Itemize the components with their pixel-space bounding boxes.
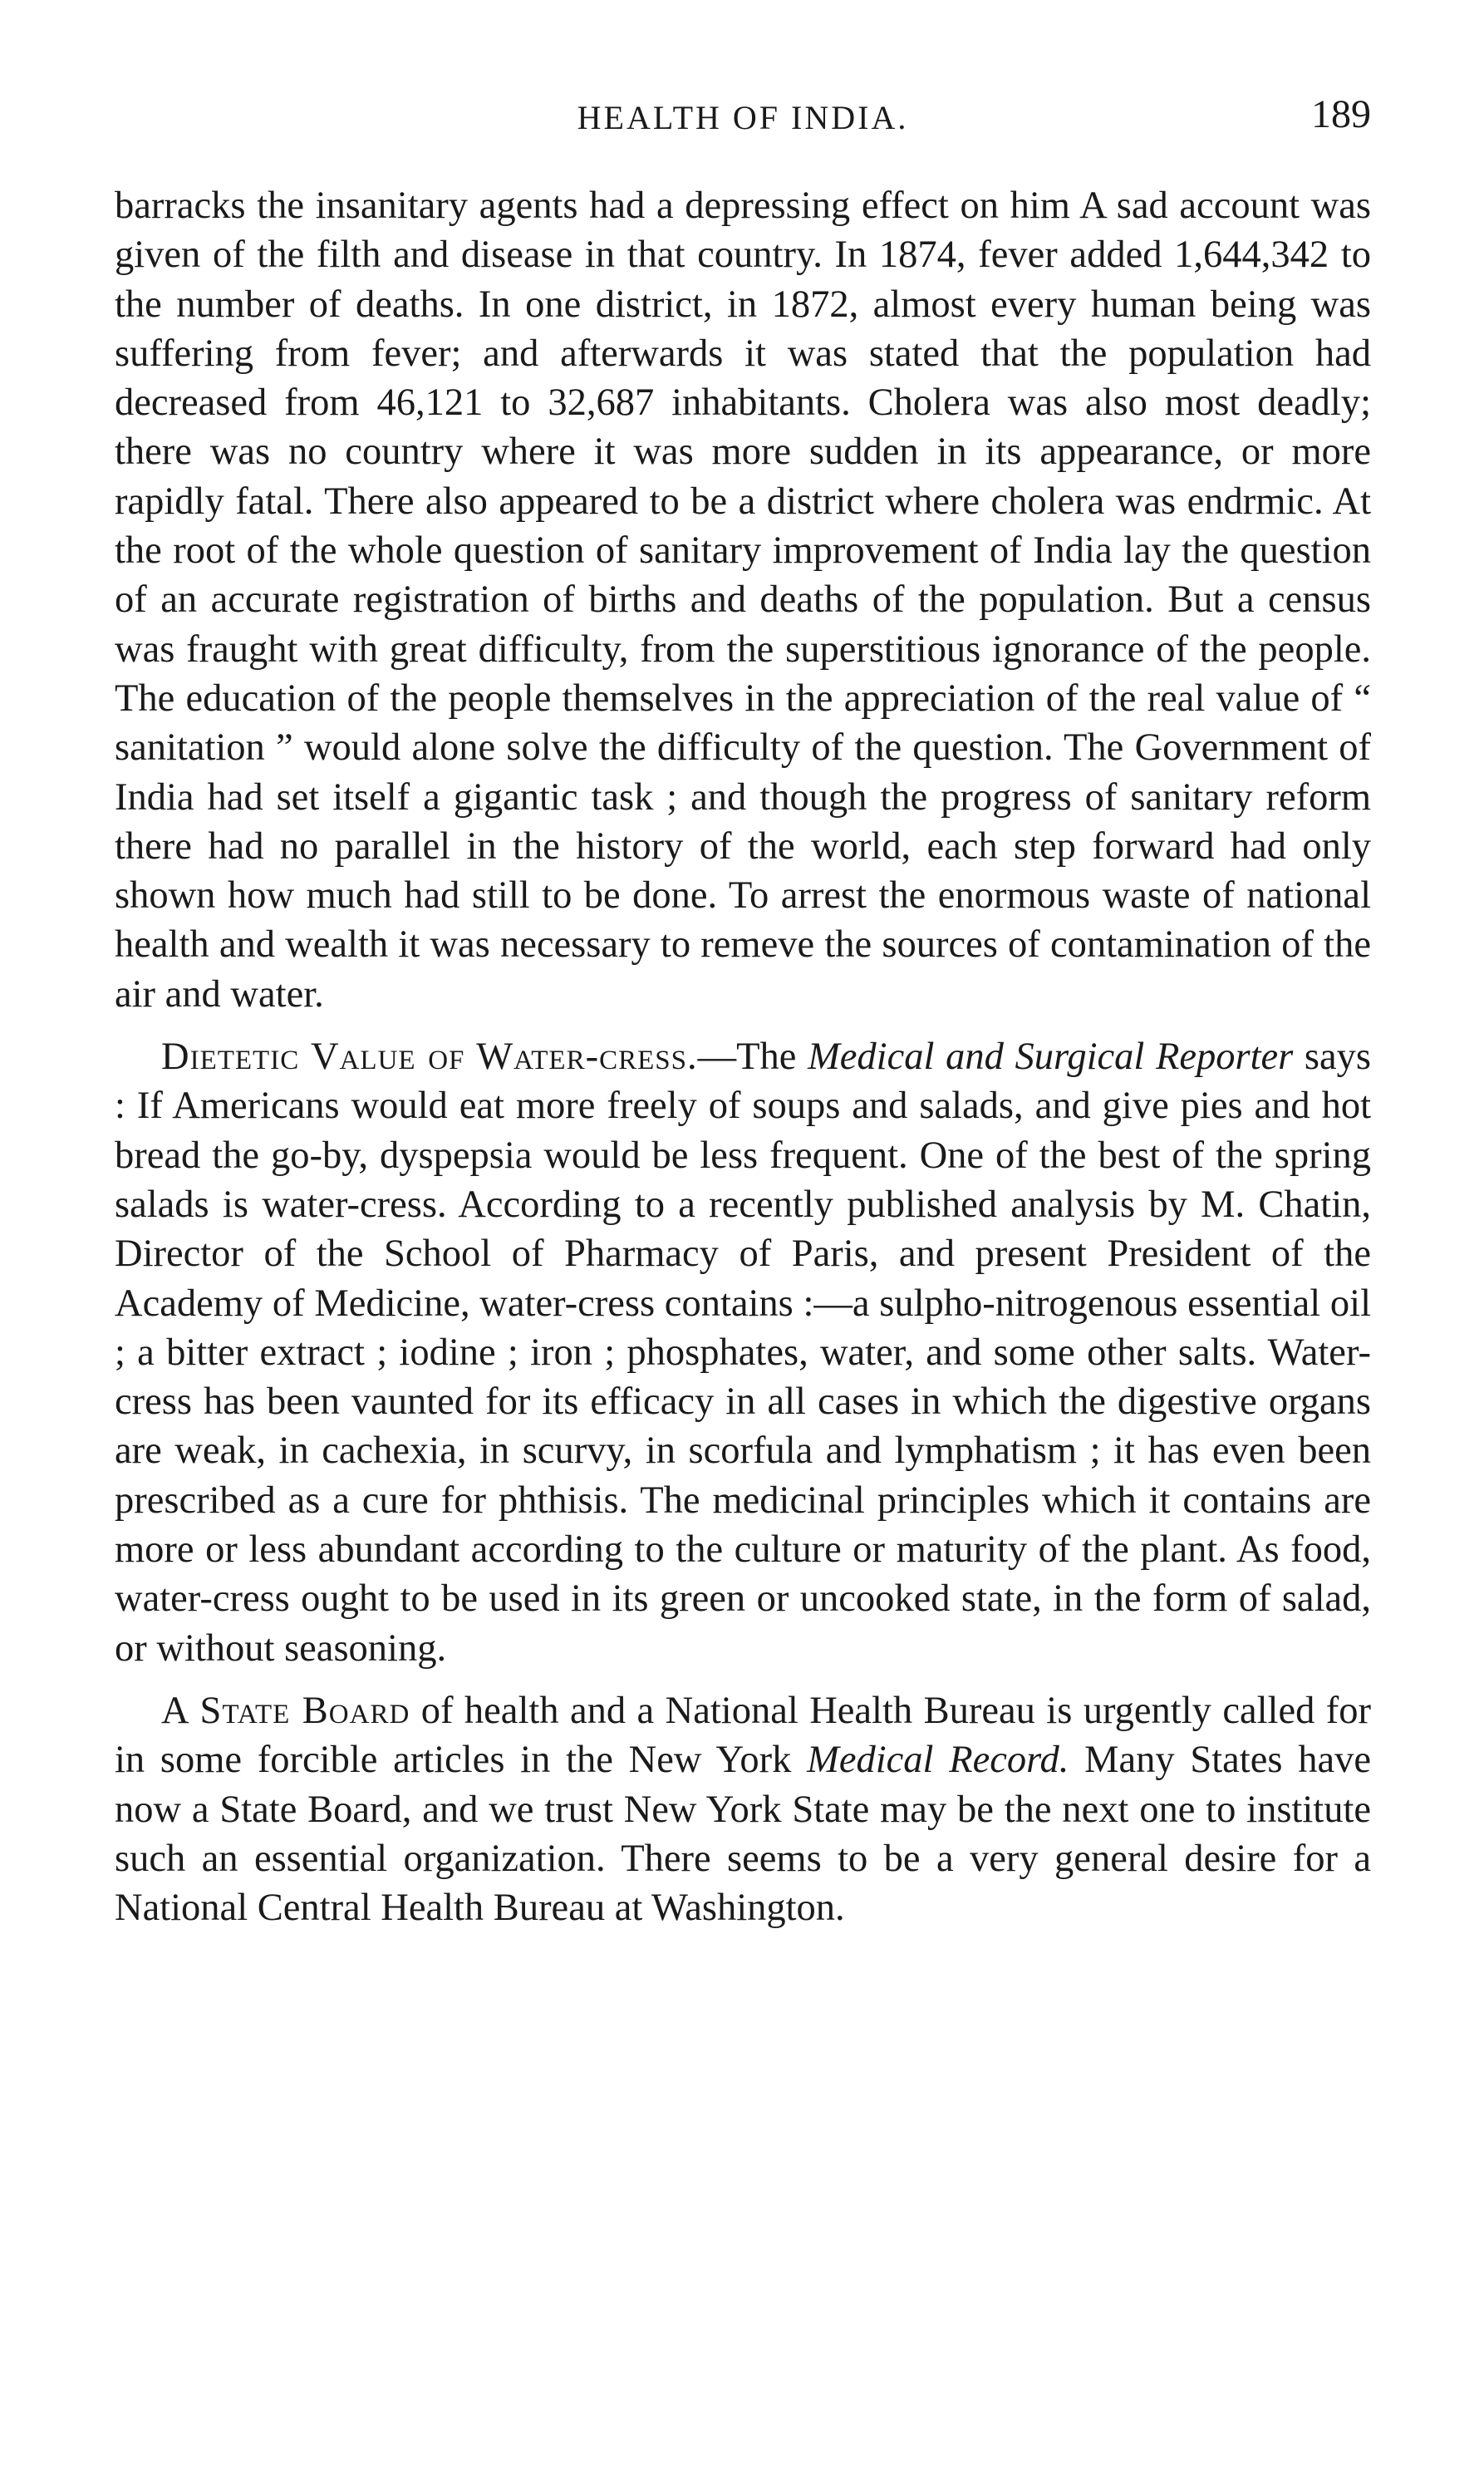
paragraph-health-of-india [115,181,1371,1019]
paragraph-text: says : If Americans would eat more freely of soups and salads, and give pies and hot bread the go-by, dyspepsia would be less frequent. One of the best of the spring salads is water-cress. According to a recently published analysis by M. Chatin, Director of the School of Pharmacy of Paris, and present President of the Academy of Medicine, water-cress contains :—a sulpho-nitrogenous essential oil ; a bitter extract ; iodine ; iron ; phosphates, water, and some other salts. Water-cress has been vaunted for its efficacy in all cases in which the digestive organs are weak, in cachexia, in scurvy, in scorfula and lymphatism ; it has even been prescribed as a cure for phthisis. The medicinal principles which it contains are more or less abundant according to the culture or maturity of the plant. As food, water-cress ought to be used in its green or uncooked state, in the form of salad, or without seasoning. [115,1036,1371,1670]
paragraph-text: Many States have now a State Board, and we trust New York State may be the next one to institute such an essential organization. There seems to be a very general desire for a National Central Health Bureau at Washington. [115,1739,1371,1930]
paragraph-text: barracks the insanitary agents had a depressing effect on him A sad account was given of the filth and disease in that country. In 1874, fever added 1,644,342 to the number of deaths. In one district, in 1872, almost every human being was suffering from fever; and afterwards it was stated that the population had decreased from 46,121 to 32,687 inhabitants. Cholera was also most deadly; there was no country where it was more sudden in its appearance, or more rapidly fatal. There also appeared to be a district where cholera was endrmic. At the root of the whole question of sanitary improvement of India lay the question of an accurate registration of births and deaths of the population. But a census was fraught with great difficulty, from the superstitious ignorance of the people. The education of the people themselves in the appreciation of the real value of “ sanitation ” would alone solve the difficulty of the question. The Government of India had set itself a gigantic task ; and though the progress of sanitary reform there had no parallel in the history of the world, each step forward had only shown how much had still to be done. To arrest the enormous waste of national health and wealth it was necessary to remeve the sources of contamination of the air and water. [115,185,1371,1016]
running-title: HEALTH OF INDIA. [577,99,909,136]
paragraph-state-board [115,1686,1371,1932]
journal-title-medical-record: Medical Record. [807,1739,1069,1782]
running-header [115,91,1371,150]
section-heading-state-board: A State Board [161,1689,410,1732]
paragraph-text: of health and a National Health Bureau is urgently called for in some forcible articles in the New York [115,1689,1371,1782]
page-number: 189 [1311,92,1371,136]
heading-dash: —The [697,1036,808,1079]
section-heading-water-cress: Dietetic Value of Water-cress. [161,1036,698,1079]
book-page [115,91,1371,1932]
paragraph-water-cress [115,1032,1371,1673]
journal-title-reporter: Medical and Surgical Reporter [808,1036,1294,1079]
